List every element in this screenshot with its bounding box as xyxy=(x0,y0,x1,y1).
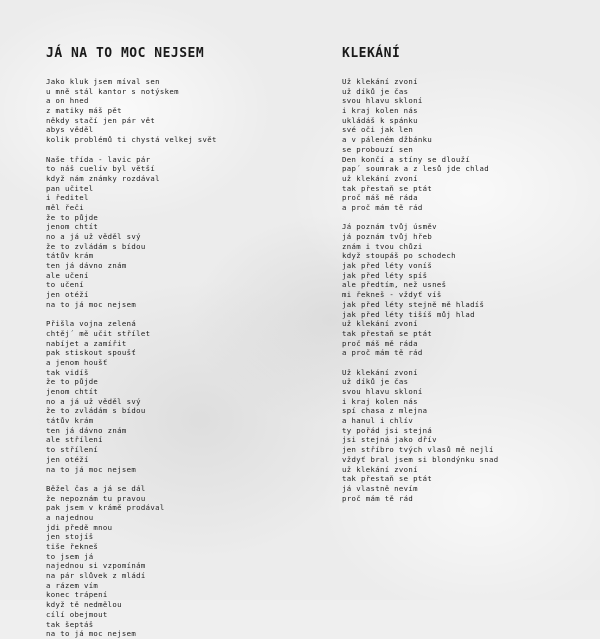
lyric-line: že to půjde xyxy=(46,377,99,387)
lyric-line: pak jsem v krámě prodával xyxy=(46,503,165,513)
lyric-line: na to já moc nejsem xyxy=(46,299,137,309)
lyric-line: no a já už věděl svý xyxy=(46,232,141,241)
lyric-line: já vlastně nevím xyxy=(342,483,418,493)
lyric-line: jak před léty tišíš můj hlad xyxy=(342,309,475,319)
lyric-line: chtěj´ mě učit střílet xyxy=(46,328,151,338)
lyric-line: mi řekneš - vždyť víš xyxy=(342,290,442,300)
lyric-line: jen otéží xyxy=(46,454,89,464)
lyric-line: jak před léty stejně mě hladíš xyxy=(342,299,485,309)
lyric-line: vždyť bral jsem si blondýnku snad xyxy=(342,454,499,464)
lyric-line: že to zvládám s bídou xyxy=(46,241,146,251)
lyric-line: tak přestaň se ptát xyxy=(342,474,433,484)
lyric-line: Jako kluk jsem míval sen xyxy=(46,77,160,86)
song-column-left xyxy=(46,46,296,639)
lyric-line: jak před léty voníš xyxy=(342,261,433,271)
lyric-line: to náš cuelív byl větší xyxy=(46,164,156,174)
lyric-line: už klekání zvoní xyxy=(342,319,418,329)
lyric-line: pap´ soumrak a z lesů jde chlad xyxy=(342,164,490,174)
lyric-line: jak před léty spíš xyxy=(342,270,428,280)
lyric-line: nabíjet a zamířit xyxy=(46,338,127,348)
lyric-line: když stoupáš po schodech xyxy=(342,251,456,261)
lyric-line: i ředitel xyxy=(46,193,89,203)
lyric-line: a jenom houšť xyxy=(46,357,108,367)
lyric-line: že to půjde xyxy=(46,212,99,222)
song-title: JÁ NA TO MOC NEJSEM xyxy=(46,46,205,61)
lyric-line: jenom chtít xyxy=(46,222,99,232)
lyric-line: konec trápení xyxy=(46,590,108,600)
lyric-line: když tě nedmělou xyxy=(46,600,122,610)
lyric-line: se probouzí sen xyxy=(342,144,414,154)
lyric-line: jen stříbro tvých vlasů mě nejlí xyxy=(342,445,494,455)
lyric-line: najednou si vzpomínám xyxy=(46,561,146,571)
lyric-line: já poznám tvůj hřeb xyxy=(342,232,433,241)
lyric-line: už klekání zvoní xyxy=(342,173,418,183)
lyric-line: jen otéží xyxy=(46,290,89,300)
lyric-line: tak šeptáš xyxy=(46,619,94,629)
lyric-line: z matiky máš pět xyxy=(46,106,122,116)
lyric-line: Přišla vojna zelená xyxy=(46,319,137,329)
lyric-line: že nepoznám tu pravou xyxy=(46,493,146,503)
lyric-line: Už klekání zvoní xyxy=(342,77,418,86)
lyric-line: ale střílení xyxy=(46,435,103,445)
lyric-line: u mně stál kantor s notýskem xyxy=(46,86,179,96)
lyric-line: i kraj kolen nás xyxy=(342,396,418,406)
lyric-line: svou hlavu skloní xyxy=(342,387,423,396)
lyric-line: už díků je čas xyxy=(342,377,409,387)
lyric-line: tak vidíš xyxy=(46,367,89,377)
lyric-line: proč máš mě ráda xyxy=(342,338,418,348)
lyric-line: na pár slůvek z mládí xyxy=(46,571,146,581)
lyric-line: ale učení xyxy=(46,270,89,280)
lyric-line: to střílení xyxy=(46,445,99,455)
lyric-line: a proč mám tě rád xyxy=(342,202,423,212)
lyric-line: pak stiskout spoušť xyxy=(46,348,137,358)
lyric-line: své oči jak len xyxy=(342,125,414,135)
lyric-line: to učení xyxy=(46,280,84,290)
lyric-line: na to já moc nejsem xyxy=(46,629,137,639)
lyric-line: tak přestaň se ptát xyxy=(342,183,433,193)
lyric-line: ten já dávno znám xyxy=(46,261,127,271)
lyric-line: tak přestaň se ptát xyxy=(342,328,433,338)
lyric-line: a najednou xyxy=(46,512,94,522)
stanza-gap xyxy=(342,213,578,223)
lyric-line: cílí obejmout xyxy=(46,609,108,619)
lyric-line: proč máš mě ráda xyxy=(342,193,418,203)
lyric-line: ten já dávno znám xyxy=(46,425,127,435)
lyric-line: že to zvládám s bídou xyxy=(46,406,146,416)
lyric-line: spí chasa z mlejna xyxy=(342,406,428,416)
lyric-line: Naše třída - lavic pár xyxy=(46,154,151,164)
lyrics-block xyxy=(46,77,296,639)
lyric-line: na to já moc nejsem xyxy=(46,464,137,474)
lyrics-block xyxy=(342,77,578,503)
lyric-line: tátův krám xyxy=(46,251,94,261)
lyric-line: už díků je čas xyxy=(342,86,409,96)
lyric-line: kolik problémů ti chystá velkej svět xyxy=(46,135,217,145)
song-column-right xyxy=(342,46,578,503)
lyric-line: už klekání zvoní xyxy=(342,464,418,474)
lyric-line: někdy stačí jen pár vět xyxy=(46,115,156,125)
lyric-line: a rázem vím xyxy=(46,580,99,590)
lyric-line: tátův krám xyxy=(46,416,94,426)
lyric-line: abys věděl xyxy=(46,125,94,135)
lyric-line: ale předtím, než usneš xyxy=(342,280,447,290)
lyric-line: proč mám tě rád xyxy=(342,493,414,503)
lyric-line: pan učitel xyxy=(46,183,94,193)
lyric-line: Já poznám tvůj úsměv xyxy=(342,222,437,232)
lyric-line: jdi předě mnou xyxy=(46,522,113,532)
lyric-line: a v páleném džbánku xyxy=(342,135,433,145)
stanza-gap xyxy=(46,310,296,320)
lyric-line: a on hned xyxy=(46,96,89,106)
stanza-gap xyxy=(46,474,296,484)
lyric-line: Běžel čas a já se dál xyxy=(46,483,146,493)
lyric-line: ukládáš k spánku xyxy=(342,115,418,125)
stanza-gap xyxy=(46,145,296,155)
lyric-line: jsi stejná jako dřív xyxy=(342,435,437,445)
lyric-line: a proč mám tě rád xyxy=(342,348,423,358)
lyric-line: Už klekání zvoní xyxy=(342,367,418,377)
lyric-line: jen stojíš xyxy=(46,532,94,542)
lyric-line: když nám známky rozdával xyxy=(46,173,160,183)
lyric-line: a hanul i chlív xyxy=(342,416,414,426)
lyric-line: znám i tvou chůzi xyxy=(342,241,423,251)
lyric-line: to jsem já xyxy=(46,551,94,561)
song-title: KLEKÁNÍ xyxy=(342,46,401,61)
lyric-line: tiše řekneš xyxy=(46,542,99,551)
lyric-line: i kraj kolen nás xyxy=(342,106,418,116)
lyric-line: měl řeči xyxy=(46,202,84,212)
lyric-line: no a já už věděl svý xyxy=(46,396,141,406)
stanza-gap xyxy=(342,358,578,368)
lyric-line: ty pořád jsi stejná xyxy=(342,425,433,435)
lyric-line: Den končí a stíny se dlouží xyxy=(342,154,471,164)
lyric-line: svou hlavu skloní xyxy=(342,96,423,106)
lyric-line: jenom chtít xyxy=(46,387,99,396)
